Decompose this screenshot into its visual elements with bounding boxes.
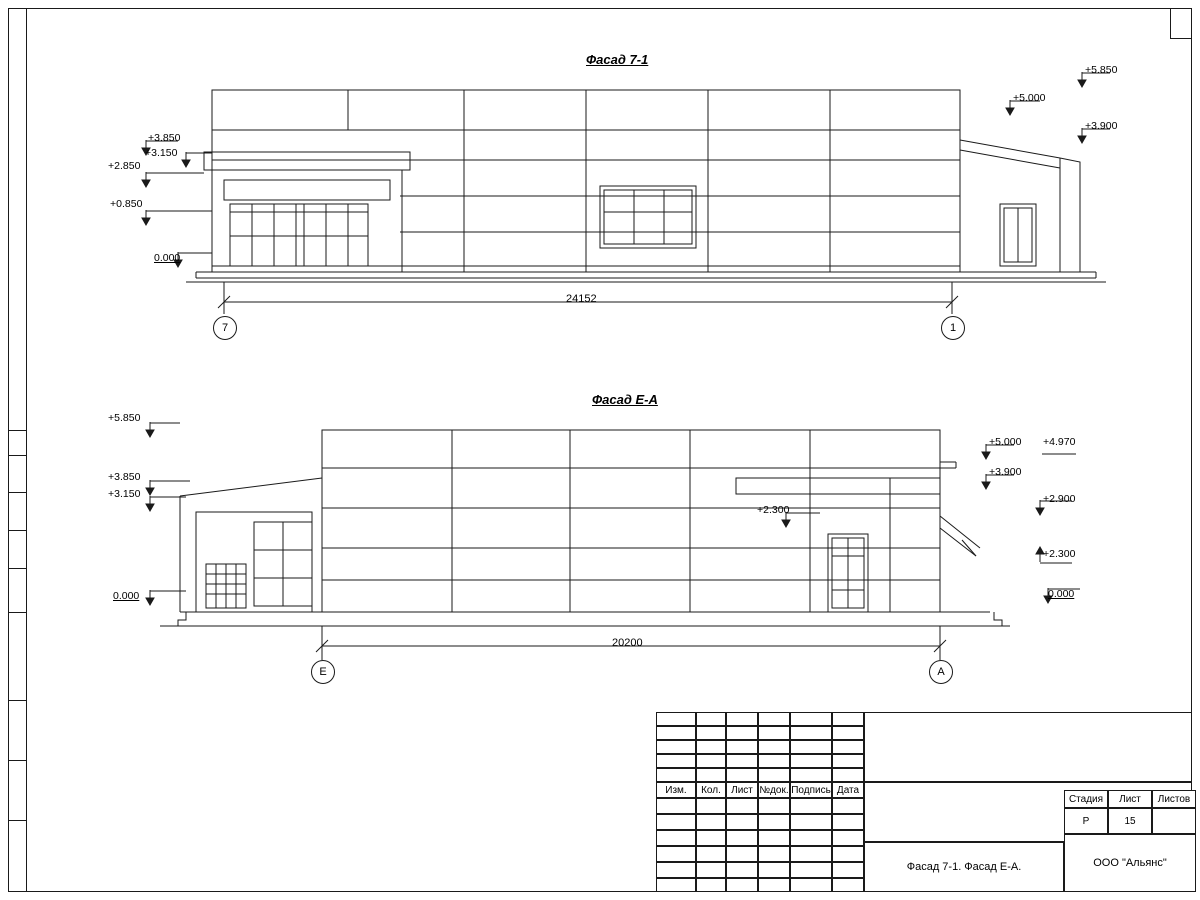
rev-row-7-c6 <box>832 814 864 830</box>
elev-2900-right-f2: +2.900 <box>1043 493 1076 505</box>
rev-row-4-c5 <box>790 754 832 768</box>
rev-row-11-c1 <box>656 878 696 892</box>
rev-row-1-c3 <box>726 712 758 726</box>
rev-row-8-c1 <box>656 830 696 846</box>
rev-row-6-c1 <box>656 798 696 814</box>
rev-row-6-c6 <box>832 798 864 814</box>
sheet-header-cell: Лист <box>1108 790 1152 808</box>
facade-7-1-title: Фасад 7-1 <box>586 52 649 67</box>
rev-row-8-c4 <box>758 830 790 846</box>
rev-row-6-c3 <box>726 798 758 814</box>
rev-row-10-c5 <box>790 862 832 878</box>
elev-3150-left-f1: +3.150 <box>145 147 178 159</box>
rev-row-1-c2 <box>696 712 726 726</box>
rev-row-2-c6 <box>832 726 864 740</box>
rev-row-11-c4 <box>758 878 790 892</box>
rev-row-9-c1 <box>656 846 696 862</box>
stage-value-cell: Р <box>1064 808 1108 834</box>
rev-row-8-c5 <box>790 830 832 846</box>
elev-5000-right-f1: +5.000 <box>1013 92 1046 104</box>
rev-row-9-c5 <box>790 846 832 862</box>
rev-row-11-c3 <box>726 878 758 892</box>
rev-header-izm: Изм. <box>656 782 696 798</box>
elev-5000-right-f2: +5.000 <box>989 436 1022 448</box>
drawing-name-upper-blank <box>864 712 1192 782</box>
rev-row-5-c5 <box>790 768 832 782</box>
stage-header-cell: Стадия <box>1064 790 1108 808</box>
elev-0000-left-f2: 0.000 <box>113 590 140 602</box>
rev-row-5-c4 <box>758 768 790 782</box>
elev-3850-left-f1: +3.850 <box>148 132 181 144</box>
rev-row-5-c1 <box>656 768 696 782</box>
overall-dim-f1: 24152 <box>566 293 597 305</box>
rev-row-11-c5 <box>790 878 832 892</box>
rev-row-8-c6 <box>832 830 864 846</box>
rev-header-kol: Кол. <box>696 782 726 798</box>
rev-row-10-c2 <box>696 862 726 878</box>
rev-row-11-c2 <box>696 878 726 892</box>
rev-row-9-c6 <box>832 846 864 862</box>
rev-row-1-c1 <box>656 712 696 726</box>
rev-row-2-c3 <box>726 726 758 740</box>
rev-row-7-c3 <box>726 814 758 830</box>
rev-row-5-c3 <box>726 768 758 782</box>
rev-row-3-c5 <box>790 740 832 754</box>
overall-dim-f2: 20200 <box>612 637 643 649</box>
elev-0850-left-f1: +0.850 <box>110 198 143 210</box>
rev-row-4-c3 <box>726 754 758 768</box>
rev-row-3-c4 <box>758 740 790 754</box>
rev-row-2-c4 <box>758 726 790 740</box>
rev-row-5-c2 <box>696 768 726 782</box>
rev-row-7-c4 <box>758 814 790 830</box>
rev-row-9-c4 <box>758 846 790 862</box>
elev-5850-right-f1: +5.850 <box>1085 64 1118 76</box>
rev-header-podpis: Подпись <box>790 782 832 798</box>
rev-row-3-c2 <box>696 740 726 754</box>
elev-3900-right-f2: +3.900 <box>989 466 1022 478</box>
facade-e-a-title: Фасад Е-А <box>592 392 658 407</box>
elev-3900-right-f1: +3.900 <box>1085 120 1118 132</box>
rev-row-4-c1 <box>656 754 696 768</box>
rev-row-11-c6 <box>832 878 864 892</box>
rev-row-1-c4 <box>758 712 790 726</box>
elev-2850-left-f1: +2.850 <box>108 160 141 172</box>
rev-row-3-c6 <box>832 740 864 754</box>
rev-row-2-c5 <box>790 726 832 740</box>
rev-row-3-c1 <box>656 740 696 754</box>
rev-row-5-c6 <box>832 768 864 782</box>
rev-row-4-c6 <box>832 754 864 768</box>
rev-row-2-c2 <box>696 726 726 740</box>
rev-row-7-c1 <box>656 814 696 830</box>
elev-3850-left-f2: +3.850 <box>108 471 141 483</box>
axis-marker-A: А <box>929 660 953 684</box>
rev-row-4-c2 <box>696 754 726 768</box>
elev-4970-right-f2: +4.970 <box>1043 436 1076 448</box>
rev-row-4-c4 <box>758 754 790 768</box>
rev-row-10-c3 <box>726 862 758 878</box>
rev-row-2-c1 <box>656 726 696 740</box>
rev-row-6-c4 <box>758 798 790 814</box>
elev-2300-inner-f2: +2.300 <box>757 504 790 516</box>
rev-header-list: Лист <box>726 782 758 798</box>
rev-row-9-c2 <box>696 846 726 862</box>
rev-row-10-c6 <box>832 862 864 878</box>
sheet-value-cell: 15 <box>1108 808 1152 834</box>
rev-row-8-c3 <box>726 830 758 846</box>
rev-row-6-c5 <box>790 798 832 814</box>
organization-cell: ООО "Альянс" <box>1064 834 1196 892</box>
elev-0000-right-f2: 0.000 <box>1048 588 1075 600</box>
axis-marker-7: 7 <box>213 316 237 340</box>
axis-marker-E: Е <box>311 660 335 684</box>
sheets-value-cell <box>1152 808 1196 834</box>
rev-row-9-c3 <box>726 846 758 862</box>
rev-row-7-c2 <box>696 814 726 830</box>
sheets-header-cell: Листов <box>1152 790 1196 808</box>
rev-row-7-c5 <box>790 814 832 830</box>
elev-2300-right-f2: +2.300 <box>1043 548 1076 560</box>
rev-row-10-c4 <box>758 862 790 878</box>
drawing-name-cell: Фасад 7-1. Фасад Е-А. <box>864 842 1064 892</box>
elev-5850-left-f2: +5.850 <box>108 412 141 424</box>
elev-3150-left-f2: +3.150 <box>108 488 141 500</box>
rev-row-6-c2 <box>696 798 726 814</box>
rev-row-1-c6 <box>832 712 864 726</box>
elev-0000-left-f1: 0.000 <box>154 252 181 264</box>
rev-header-ndok: №док. <box>758 782 790 798</box>
rev-row-1-c5 <box>790 712 832 726</box>
rev-row-8-c2 <box>696 830 726 846</box>
rev-header-data: Дата <box>832 782 864 798</box>
rev-row-3-c3 <box>726 740 758 754</box>
axis-marker-1: 1 <box>941 316 965 340</box>
rev-row-10-c1 <box>656 862 696 878</box>
